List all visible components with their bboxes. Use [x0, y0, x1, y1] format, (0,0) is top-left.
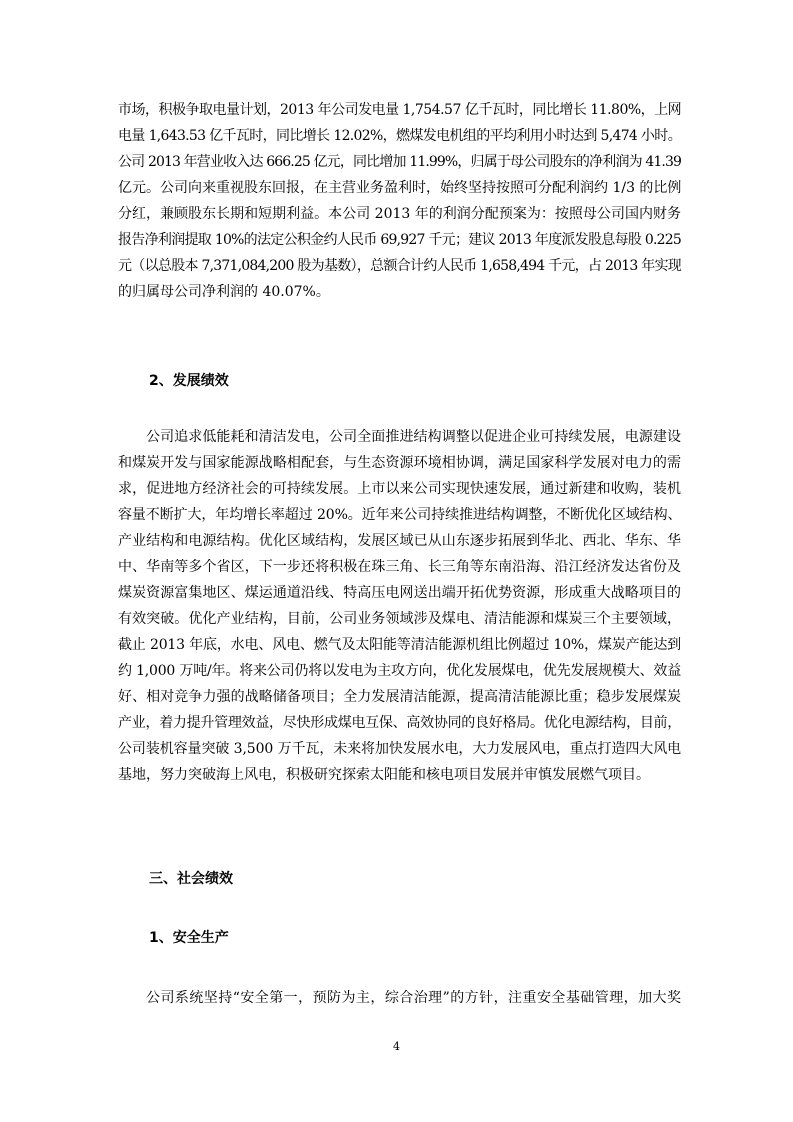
paragraph-line: 分红，兼顾股东长期和短期利益。本公司 2013 年的利润分配预案为：按照母公司国内财务 — [118, 206, 681, 222]
paragraph-line: 容量不断扩大，年均增长率超过 20%。近年来公司持续推进结构调整，不断优化区域结构、 — [118, 507, 682, 523]
section-heading-development: 2、发展绩效 — [149, 373, 229, 389]
paragraph-line: 煤炭资源富集地区、煤运通道沿线、特高压电网送出端开拓优势资源，形成重大战略项目的 — [118, 585, 681, 601]
section-heading-social: 三、社会绩效 — [149, 871, 233, 887]
paragraph-line: 公司系统坚持“安全第一，预防为主，综合治理”的方针，注重安全基础管理，加大奖 — [146, 990, 681, 1006]
paragraph-line: 有效突破。优化产业结构，目前，公司业务领域涉及煤电、清洁能源和煤炭三个主要领域， — [118, 611, 681, 627]
section-heading-safety: 1、安全生产 — [149, 930, 229, 946]
development-paragraph — [118, 424, 681, 788]
safety-paragraph — [118, 985, 681, 1011]
paragraph-line: 和煤炭开发与国家能源战略相配套，与生态资源环境相协调，满足国家科学发展对电力的需 — [118, 455, 681, 471]
paragraph-line: 截止 2013 年底，水电、风电、燃气及太阳能等清洁能源机组比例超过 10%，煤炭产能达到 — [118, 637, 681, 653]
paragraph-line: 约 1,000 万吨/年。将来公司仍将以发电为主攻方向，优化发展煤电，优先发展规模大、效益 — [118, 663, 681, 679]
intro-paragraph — [118, 97, 681, 305]
page-number: 4 — [393, 1040, 400, 1053]
paragraph-line: 求，促进地方经济社会的可持续发展。上市以来公司实现快速发展，通过新建和收购，装机 — [118, 481, 681, 497]
paragraph-line: 元（以总股本 7,371,084,200 股为基数），总额合计约人民币 1,658,494 千元，占 2013 年实现 — [118, 258, 681, 274]
paragraph-line: 的归属母公司净利润的 40.07%。 — [118, 284, 330, 300]
paragraph-line: 公司装机容量突破 3,500 万千瓦，未来将加快发展水电，大力发展风电，重点打造四大风电 — [118, 741, 681, 757]
paragraph-line: 产业结构和电源结构。优化区域结构，发展区域已从山东逐步拓展到华北、西北、华东、华 — [118, 533, 681, 549]
paragraph-line: 公司 2013 年营业收入达 666.25 亿元，同比增加 11.99%，归属于母公司股东的净利润为 41.39 — [118, 154, 681, 170]
paragraph-line: 好、相对竞争力强的战略储备项目；全力发展清洁能源，提高清洁能源比重；稳步发展煤炭 — [118, 689, 681, 705]
paragraph-line: 基地，努力突破海上风电，积极研究探索太阳能和核电项目发展并审慎发展燃气项目。 — [118, 767, 650, 783]
paragraph-line: 市场，积极争取电量计划，2013 年公司发电量 1,754.57 亿千瓦时，同比增长 11.80%，上网 — [118, 102, 682, 118]
paragraph-line: 电量 1,643.53 亿千瓦时，同比增长 12.02%，燃煤发电机组的平均利用小时达到 5,474 小时。 — [118, 128, 681, 144]
paragraph-line: 公司追求低能耗和清洁发电，公司全面推进结构调整以促进企业可持续发展，电源建设 — [146, 429, 681, 445]
paragraph-line: 报告净利润提取 10%的法定公积金约人民币 69,927 千元；建议 2013 年度派发股息每股 0.225 — [118, 232, 681, 248]
paragraph-line: 中、华南等多个省区，下一步还将积极在珠三角、长三角等东南沿海、沿江经济发达省份及 — [118, 559, 681, 575]
paragraph-line: 产业，着力提升管理效益，尽快形成煤电互保、高效协同的良好格局。优化电源结构，目前， — [118, 715, 681, 731]
paragraph-line: 亿元。公司向来重视股东回报，在主营业务盈利时，始终坚持按照可分配利润约 1/3 的比例 — [118, 180, 682, 196]
